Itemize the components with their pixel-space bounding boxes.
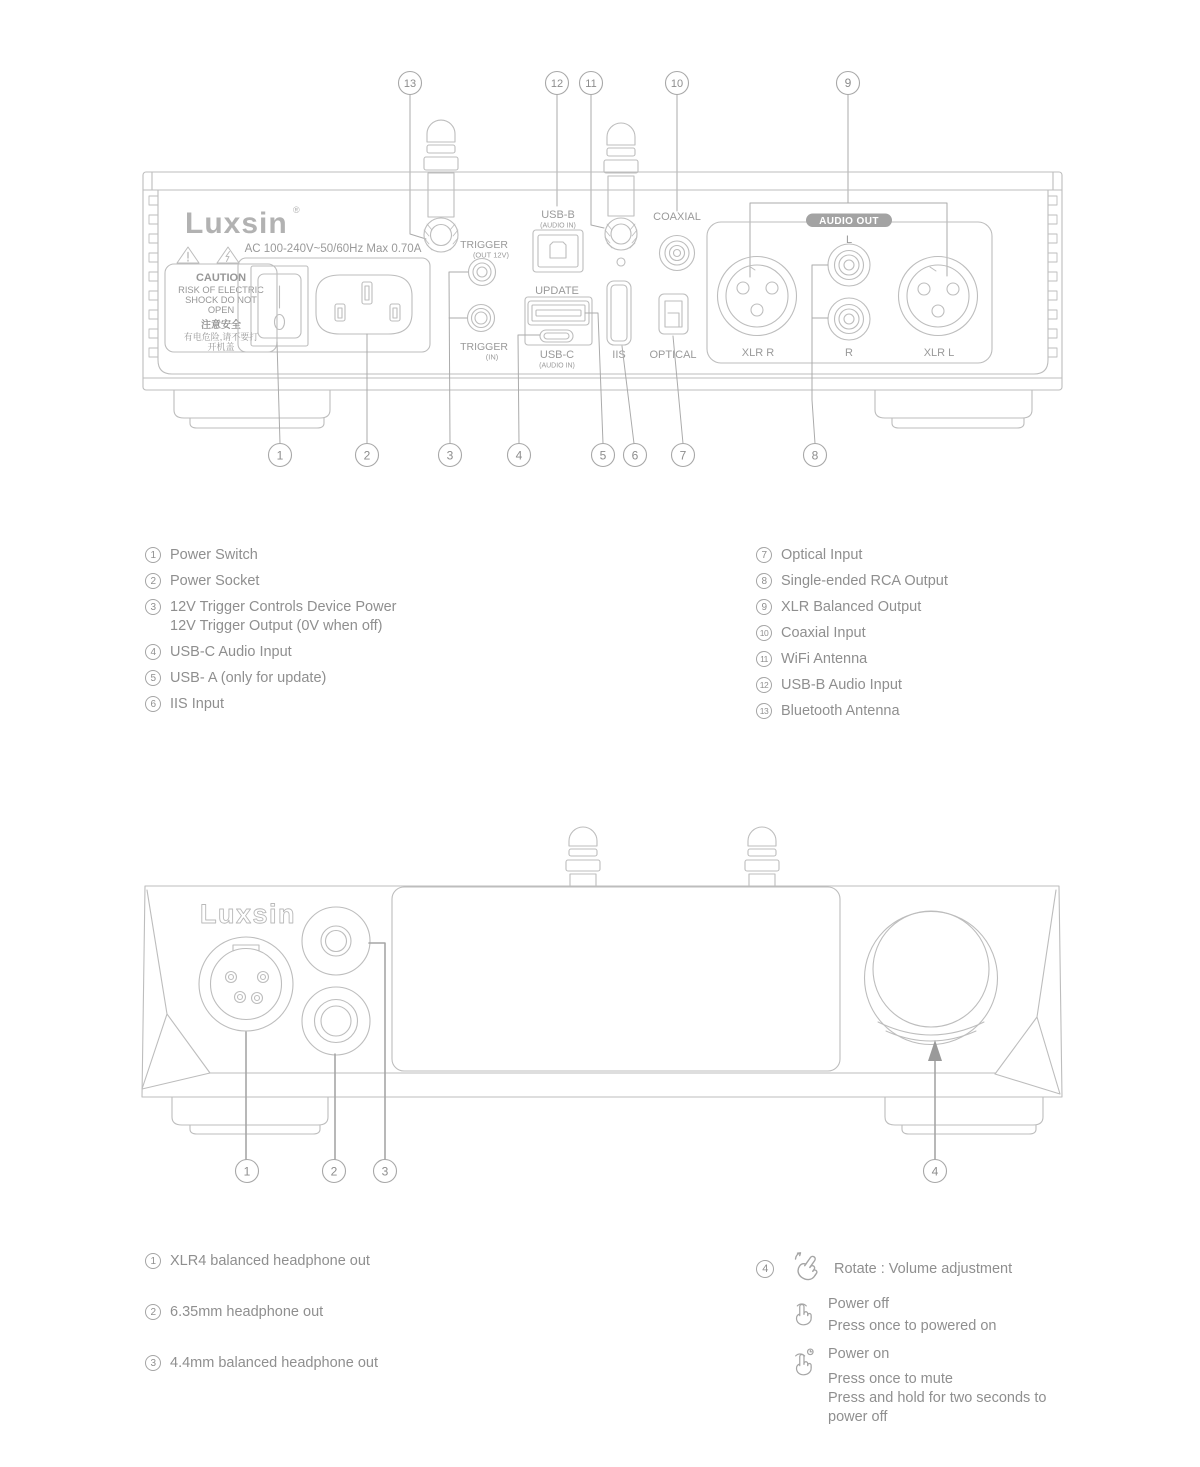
- power-zone: [238, 258, 430, 352]
- power-switch: [251, 266, 308, 346]
- svg-text:(IN): (IN): [485, 352, 499, 362]
- caution-title: CAUTION: [195, 272, 247, 284]
- vent-left: [149, 196, 158, 357]
- iis-port: [607, 281, 631, 345]
- power-off-legend: Power off Press once to powered on: [790, 1295, 1046, 1338]
- rca-l-output: [828, 244, 870, 286]
- xlr4-headphone-jack: [199, 937, 293, 1031]
- front-panel-diagram: [142, 827, 1062, 1183]
- front-callout-2: 2: [330, 1164, 338, 1179]
- front-foot-left: [172, 1097, 328, 1125]
- optical-port: [659, 294, 688, 334]
- callout-8: 8: [811, 448, 819, 463]
- callout-3: 3: [446, 448, 454, 463]
- xlr-r-label: XLR R: [741, 347, 775, 359]
- audio-out-label: AUDIO OUT: [819, 216, 879, 227]
- legend-num: 3: [145, 1355, 161, 1371]
- rear-foot-right: [875, 390, 1032, 418]
- trigger-out-label: TRIGGER: [460, 239, 508, 251]
- svg-text:注意安全: 注意安全: [201, 320, 241, 331]
- front-antenna-right: [745, 827, 779, 886]
- brand-logo-front: Luxsin: [200, 899, 297, 929]
- legend-num: 4: [756, 1260, 774, 1278]
- legend-num: 3: [145, 599, 161, 615]
- screw-hole: [617, 258, 625, 266]
- front-legend-left: [145, 1252, 378, 1405]
- bluetooth-antenna: [424, 120, 458, 252]
- callout-1: 1: [276, 448, 284, 463]
- legend-num: 1: [145, 1253, 161, 1269]
- rear-callouts-top: [399, 72, 860, 95]
- knob-arrow: [928, 1040, 942, 1061]
- front-foot-right: [885, 1097, 1043, 1125]
- xlr-r-output: [718, 257, 797, 336]
- optical-label: OPTICAL: [649, 349, 697, 361]
- callout-7: 7: [679, 448, 687, 463]
- xlr-l-output: [899, 257, 978, 336]
- power-off-title: Power off: [828, 1296, 889, 1312]
- usb-c-port: [540, 330, 573, 342]
- press-hand-icon: [790, 1296, 816, 1338]
- svg-text:有电危险,请不要打: 有电危险,请不要打: [183, 332, 259, 342]
- ac-rating-label: AC 100-240V~50/60Hz Max 0.70A: [244, 243, 422, 255]
- svg-text:(OUT 12V): (OUT 12V): [472, 250, 510, 260]
- power-on-title: Power on: [828, 1346, 890, 1362]
- power-socket: [316, 275, 412, 334]
- brand-logo: Luxsin: [185, 207, 288, 240]
- legend-num: 2: [145, 573, 161, 589]
- legend-num: 4: [145, 644, 161, 660]
- svg-text:SHOCK DO NOT: SHOCK DO NOT: [185, 295, 257, 305]
- front-callout-1: 1: [243, 1164, 251, 1179]
- front-callout-3: 3: [381, 1164, 389, 1179]
- front-legend-right: [756, 1250, 1046, 1427]
- legend-num: 6: [145, 696, 161, 712]
- svg-text:OPEN: OPEN: [207, 305, 235, 315]
- iis-label: IIS: [612, 349, 626, 361]
- rca-r-output: [828, 298, 870, 340]
- rca-r-label: R: [845, 347, 853, 359]
- callout-4: 4: [515, 448, 523, 463]
- legend-num: 10: [756, 625, 772, 641]
- usb-a-port: [525, 297, 592, 345]
- display-screen: [392, 887, 840, 1071]
- jack-6-35mm: [302, 987, 370, 1055]
- rear-callouts-bottom: [269, 444, 827, 467]
- list-item: 1 XLR4 balanced headphone out: [145, 1252, 378, 1271]
- legend-num: 8: [756, 573, 772, 589]
- caution-label: [165, 264, 277, 352]
- update-label: UPDATE: [535, 285, 579, 297]
- list-item: 6 IIS Input: [145, 695, 396, 714]
- legend-num: 12: [756, 677, 772, 693]
- front-leader-lines: [246, 943, 935, 1159]
- front-callouts: [236, 1160, 947, 1183]
- coaxial-port: [660, 236, 695, 271]
- callout-6: 6: [631, 448, 639, 463]
- trigger-in-jack: [468, 305, 495, 332]
- callout-2: 2: [363, 448, 371, 463]
- list-item: 2 Power Socket: [145, 572, 396, 591]
- legend-num: 11: [756, 651, 772, 667]
- warning-shock-icon: [217, 247, 239, 263]
- volume-knob[interactable]: [865, 911, 998, 1045]
- front-callout-numbers: [244, 1165, 939, 1179]
- rotate-hand-icon: [792, 1250, 824, 1288]
- list-item: 10 Coaxial Input: [756, 624, 948, 643]
- coaxial-label: COAXIAL: [653, 211, 701, 223]
- press-hold-hand-icon: [790, 1346, 816, 1388]
- trigger-out-jack: [469, 259, 496, 286]
- callout-5: 5: [599, 448, 607, 463]
- warning-caution-icon: [177, 247, 199, 263]
- list-item: 3 4.4mm balanced headphone out: [145, 1354, 378, 1373]
- usb-b-label: USB-B: [541, 209, 575, 221]
- wifi-antenna: [604, 123, 638, 266]
- legend-num: 2: [145, 1304, 161, 1320]
- list-item: 11 WiFi Antenna: [756, 650, 948, 669]
- list-item: 5 USB- A (only for update): [145, 669, 396, 688]
- list-item: 13 Bluetooth Antenna: [756, 702, 948, 721]
- usb-c-label: USB-C: [539, 349, 575, 361]
- xlr-l-label: XLR L: [923, 347, 955, 359]
- legend-num: 5: [145, 670, 161, 686]
- legend-num: 9: [756, 599, 772, 615]
- svg-text:(AUDIO IN): (AUDIO IN): [539, 362, 575, 370]
- list-item: 4 USB-C Audio Input: [145, 643, 396, 662]
- list-item: 3 12V Trigger Controls Device Power 12V Trigger Output (0V when off): [145, 598, 396, 636]
- callout-13: 13: [403, 78, 417, 90]
- volume-knob-legend: 4 Rotate : Volume adjustment: [756, 1250, 1046, 1288]
- legend-num: 1: [145, 547, 161, 563]
- list-item: 1 Power Switch: [145, 546, 396, 565]
- svg-text:开机盖: 开机盖: [207, 342, 235, 352]
- rear-legend-right: [756, 546, 948, 728]
- power-on-legend: Power on Press once to mute Press and hold for two seconds to power off: [790, 1345, 1046, 1427]
- rear-callout-numbers-top: [404, 76, 852, 90]
- legend-num: 7: [756, 547, 772, 563]
- legend-num: 13: [756, 703, 772, 719]
- vent-right: [1048, 196, 1057, 357]
- front-callout-4: 4: [931, 1164, 939, 1179]
- list-item: 12 USB-B Audio Input: [756, 676, 948, 695]
- rear-foot-left: [174, 390, 330, 418]
- usb-b-port: [533, 230, 583, 272]
- list-item: 9 XLR Balanced Output: [756, 598, 948, 617]
- jack-4-4mm: [302, 907, 370, 975]
- rear-legend-left: [145, 546, 396, 721]
- callout-10: 10: [670, 78, 684, 90]
- callout-11: 11: [585, 78, 597, 90]
- rca-l-label: L: [845, 234, 853, 246]
- list-item: 2 6.35mm headphone out: [145, 1303, 378, 1322]
- svg-text:(AUDIO IN): (AUDIO IN): [540, 222, 576, 230]
- front-antenna-left: [566, 827, 600, 886]
- list-item: 7 Optical Input: [756, 546, 948, 565]
- trigger-in-label: TRIGGER: [460, 341, 508, 353]
- callout-9: 9: [844, 76, 852, 90]
- rear-panel-diagram: [143, 72, 1062, 467]
- list-item: 8 Single-ended RCA Output: [756, 572, 948, 591]
- svg-text:RISK OF ELECTRIC: RISK OF ELECTRIC: [178, 285, 264, 295]
- registered-mark: ®: [293, 205, 300, 215]
- callout-12: 12: [550, 78, 564, 90]
